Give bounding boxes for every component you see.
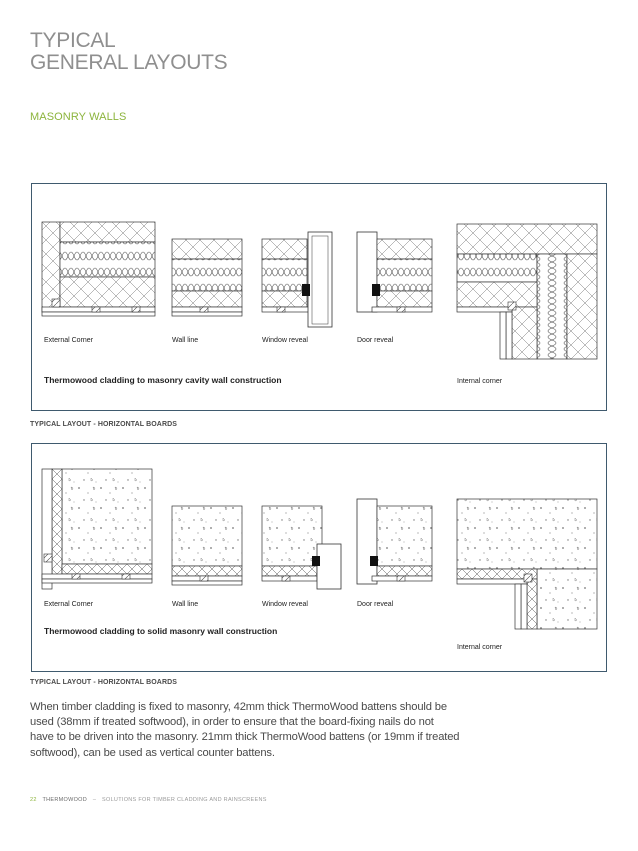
label-wall-line: Wall line <box>172 337 199 344</box>
figure-caption: TYPICAL LAYOUT - HORIZONTAL BOARDS <box>30 679 178 686</box>
label-window-reveal: Window reveal <box>262 337 308 344</box>
body-paragraph: When timber cladding is fixed to masonry, 42mm thick ThermoWood battens should be used (38mm if treated softwood), in order to ensure that the board-fixing nails do not have to be driven into the masonry. 21mm thick ThermoWood battens (or 19mm if treated softwood), can be used as vertical counter battens. <box>30 701 460 759</box>
detail-wall-line <box>172 506 242 585</box>
detail-wall-line <box>172 239 242 316</box>
solid-wall-drawing <box>32 444 606 671</box>
page-title <box>30 30 227 74</box>
section-heading: MASONRY WALLS <box>30 111 127 123</box>
detail-external-corner <box>42 469 152 589</box>
page-title-line-2: GENERAL LAYOUTS <box>30 51 228 74</box>
solid-wall-figure <box>31 443 607 672</box>
label-external-corner: External Corner <box>44 601 94 608</box>
cavity-wall-drawing <box>32 184 606 410</box>
detail-door-reveal <box>357 232 432 312</box>
label-external-corner: External Corner <box>44 337 94 344</box>
detail-window-reveal <box>262 232 332 327</box>
detail-external-corner <box>42 222 155 316</box>
label-door-reveal: Door reveal <box>357 337 394 344</box>
detail-window-reveal <box>262 506 341 589</box>
figure-caption: TYPICAL LAYOUT - HORIZONTAL BOARDS <box>30 421 178 428</box>
label-window-reveal: Window reveal <box>262 601 308 608</box>
figure-title: Thermowood cladding to solid masonry wall construction <box>44 626 278 636</box>
figure-title: Thermowood cladding to masonry cavity wall construction <box>44 375 282 385</box>
detail-door-reveal <box>357 499 432 584</box>
footer-brand: THERMOWOOD <box>42 797 88 803</box>
cavity-wall-figure <box>31 183 607 411</box>
label-wall-line: Wall line <box>172 601 199 608</box>
page-title-line-1: TYPICAL <box>30 29 116 52</box>
footer-text: SOLUTIONS FOR TIMBER CLADDING AND RAINSCREENS <box>102 797 267 803</box>
label-door-reveal: Door reveal <box>357 601 394 608</box>
detail-internal-corner <box>457 224 597 359</box>
footer-separator: – <box>92 797 97 803</box>
page-number: 22 <box>30 797 37 803</box>
detail-internal-corner <box>457 499 597 629</box>
page-footer <box>30 797 267 803</box>
label-internal-corner: Internal corner <box>457 644 503 651</box>
label-internal-corner: Internal corner <box>457 378 503 385</box>
